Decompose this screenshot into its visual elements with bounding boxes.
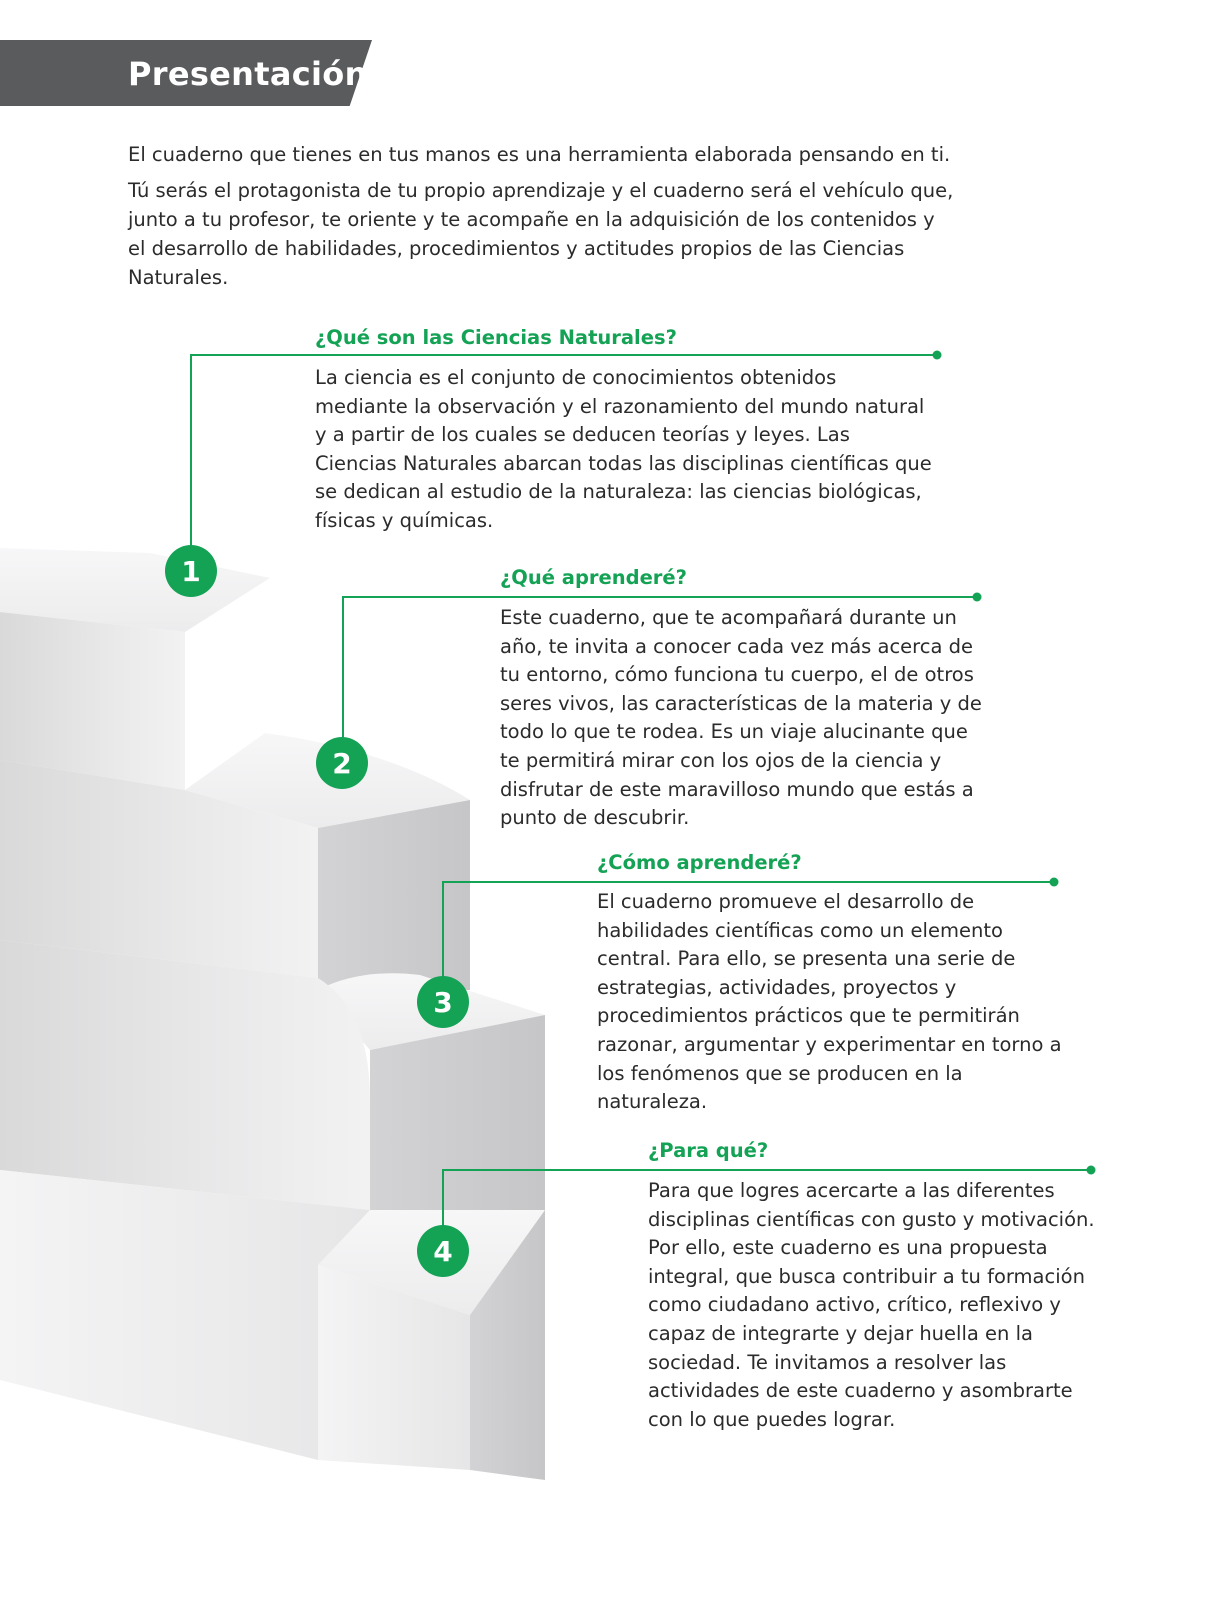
section-2-body: Este cuaderno, que te acompañará durante un año, te invita a conocer cada vez más acerca de tu entorno, cómo funciona tu cuerpo, el de otros seres vivos, las características de la materia y de todo lo que te rodea. Es un viaje alucinante que te permitirá mirar con los ojos de la ciencia y disfrutar de este maravilloso mundo que estás a punto de descubrir. [500,606,982,830]
connector-dot-2 [973,593,982,602]
connector-dot-4 [1087,1166,1096,1175]
step-number-3: 3 [417,976,469,1028]
section-1-title: ¿Qué son las Ciencias Naturales? [315,326,677,349]
connector-dot-1 [933,351,942,360]
section-3-body: El cuaderno promueve el desarrollo de habilidades científicas como un elemento central. Para ello, se presenta una serie de estrategias, actividades, proyectos y procedimientos prácticos que te permitirán razonar, argumentar y experimentar en torno a los fenómenos que se producen en la naturaleza. [597,890,1062,1114]
connector-dot-3 [1050,878,1059,887]
intro-paragraph-1: El cuaderno que tienes en tus manos es una herramienta elaborada pensando en ti. [128,143,951,166]
page-title: Presentación [128,55,368,93]
section-4-title: ¿Para qué? [648,1139,769,1162]
step-number-2: 2 [316,737,368,789]
section-2-title: ¿Qué aprenderé? [500,566,687,589]
section-3-title: ¿Cómo aprenderé? [597,851,802,874]
section-1-body: La ciencia es el conjunto de conocimientos obtenidos mediante la observación y el razonamiento del mundo natural y a partir de los cuales se deducen teorías y leyes. Las Ciencias Naturales abarcan todas las disciplinas científicas que se dedican al estudio de la naturaleza: las ciencias biológicas, físicas y químicas. [315,366,932,532]
intro-paragraph-2: Tú serás el protagonista de tu propio aprendizaje y el cuaderno será el vehículo que, junto a tu profesor, te oriente y te acompañe en la adquisición de los contenidos y el desarrollo de habilidades, procedimientos y actitudes propios de las Ciencias Naturales. [128,179,954,289]
step-number-4: 4 [417,1225,469,1277]
step-number-1: 1 [165,545,217,597]
section-4-body: Para que logres acercarte a las diferentes disciplinas científicas con gusto y motivación. Por ello, este cuaderno es una propuesta integral, que busca contribuir a tu formación como ciudadano activo, crítico, reflexivo y capaz de integrarte y dejar huella en la sociedad. Te invitamos a resolver las actividades de este cuaderno y asombrarte con lo que puedes lograr. [648,1179,1095,1431]
